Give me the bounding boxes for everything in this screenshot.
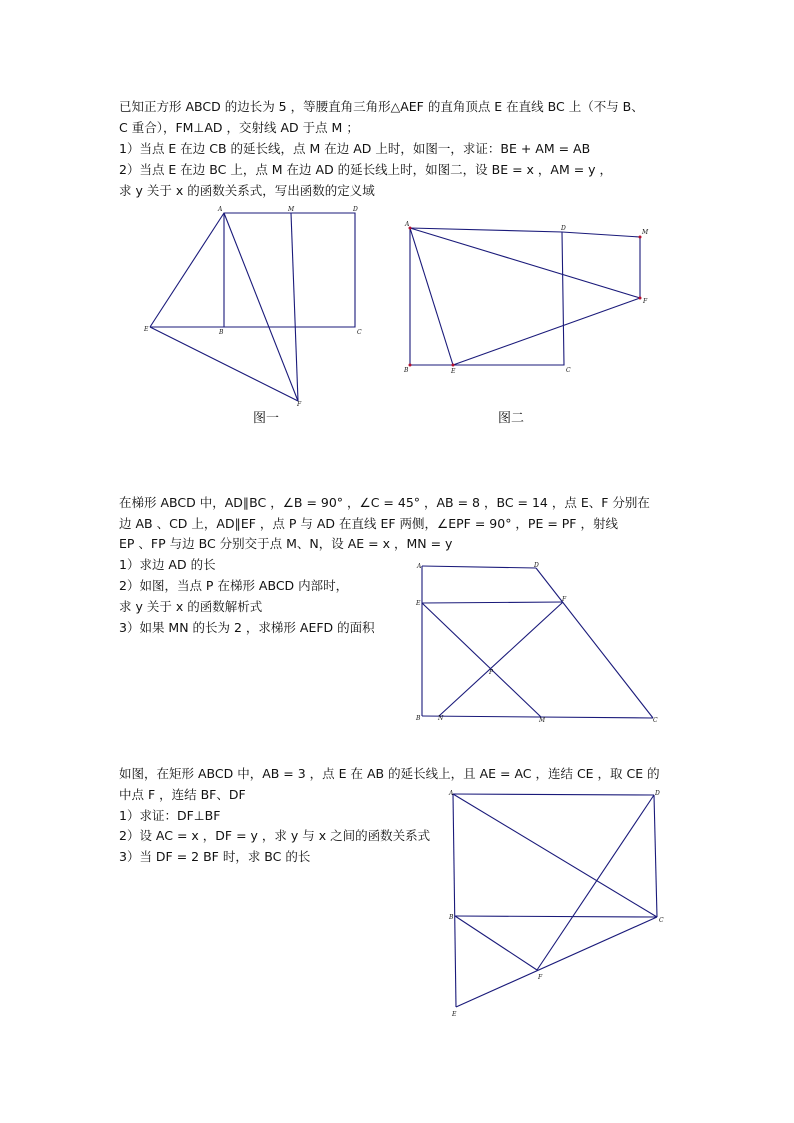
label-c: C <box>653 717 658 724</box>
label-e: E <box>451 368 456 375</box>
label-a: A <box>417 563 422 570</box>
p1-line-2: C 重合），FM⊥AD ，交射线 AD 于点 M ； <box>119 120 359 135</box>
p3-line-2: 中点 F ，连结 BF、DF <box>119 787 246 802</box>
label-f: F <box>538 974 543 981</box>
p2-line-5: 2）如图，当点 P 在梯形 ABCD 内部时， <box>119 578 349 593</box>
p1-line-5: 求 y 关于 x 的函数关系式，写出函数的定义域 <box>119 183 375 198</box>
seg-dc <box>654 795 657 917</box>
label-a: A <box>449 790 454 797</box>
seg-ce <box>456 917 657 1007</box>
seg-ac <box>453 794 657 917</box>
label-c: C <box>659 917 664 924</box>
label-e: E <box>452 1011 457 1018</box>
p2-line-7: 3）如果 MN 的长为 2 ，求梯形 AEFD 的面积 <box>119 620 375 635</box>
label-d: D <box>353 206 358 213</box>
label-b: B <box>416 715 421 722</box>
p2-line-3: EP 、FP 与边 BC 分别交于点 M、N，设 AE = x ，MN = y <box>119 536 453 551</box>
label-a: A <box>218 206 223 213</box>
label-m: M <box>288 206 295 213</box>
p3-line-4: 2）设 AC = x ，DF = y ，求 y 与 x 之间的函数关系式 <box>119 828 431 843</box>
label-f: F <box>297 401 302 408</box>
p1-line-3: 1）当点 E 在边 CB 的延长线，点 M 在边 AD 上时，如图一，求证：BE + AM = AB <box>119 141 591 156</box>
p1-line-1: 已知正方形 ABCD 的边长为 5 ，等腰直角三角形△AEF 的直角顶点 E 在直线 BC 上（不与 B、 <box>119 99 644 114</box>
p1-line-4: 2）当点 E 在边 BC 上，点 M 在边 AD 的延长线上时，如图二，设 BE = x ，AM = y ， <box>119 162 613 177</box>
seg-bf <box>455 916 537 970</box>
label-f: F <box>643 298 648 305</box>
p2-line-4: 1）求边 AD 的长 <box>119 557 216 572</box>
p2-line-1: 在梯形 ABCD 中，AD∥BC ，∠B = 90° ，∠C = 45° ，AB = 8 ，BC = 14 ，点 E、F 分别在 <box>119 495 650 510</box>
label-p: P <box>489 669 494 676</box>
fig2-caption: 图二 <box>498 411 525 426</box>
seg-bc <box>455 916 657 917</box>
label-e: E <box>144 326 149 333</box>
label-d: D <box>534 562 539 569</box>
label-d: D <box>655 790 660 797</box>
label-d: D <box>561 225 566 232</box>
label-c: C <box>357 329 362 336</box>
p3-line-1: 如图，在矩形 ABCD 中，AB = 3 ，点 E 在 AB 的延长线上，且 AE = AC ，连结 CE ，取 CE 的 <box>119 766 660 781</box>
p3-line-5: 3）当 DF = 2 BF 时，求 BC 的长 <box>119 849 311 864</box>
label-m: M <box>539 717 546 724</box>
label-b: B <box>404 367 409 374</box>
label-m: M <box>642 229 649 236</box>
seg-df <box>537 795 654 970</box>
label-f: F <box>562 596 567 603</box>
label-b: B <box>449 914 454 921</box>
p2-line-6: 求 y 关于 x 的函数解析式 <box>119 599 263 614</box>
p3-line-3: 1）求证：DF⊥BF <box>119 808 221 823</box>
label-n: N <box>438 715 444 722</box>
fig1-caption: 图一 <box>253 411 280 426</box>
seg-ae <box>453 794 456 1007</box>
label-c: C <box>566 367 571 374</box>
p2-line-2: 边 AB 、CD 上，AD∥EF ，点 P 与 AD 在直线 EF 两侧，∠EPF = 90° ，PE = PF ，射线 <box>119 516 618 531</box>
label-b: B <box>219 329 224 336</box>
seg-ad <box>453 794 654 795</box>
label-a: A <box>405 221 410 228</box>
label-e: E <box>416 600 421 607</box>
